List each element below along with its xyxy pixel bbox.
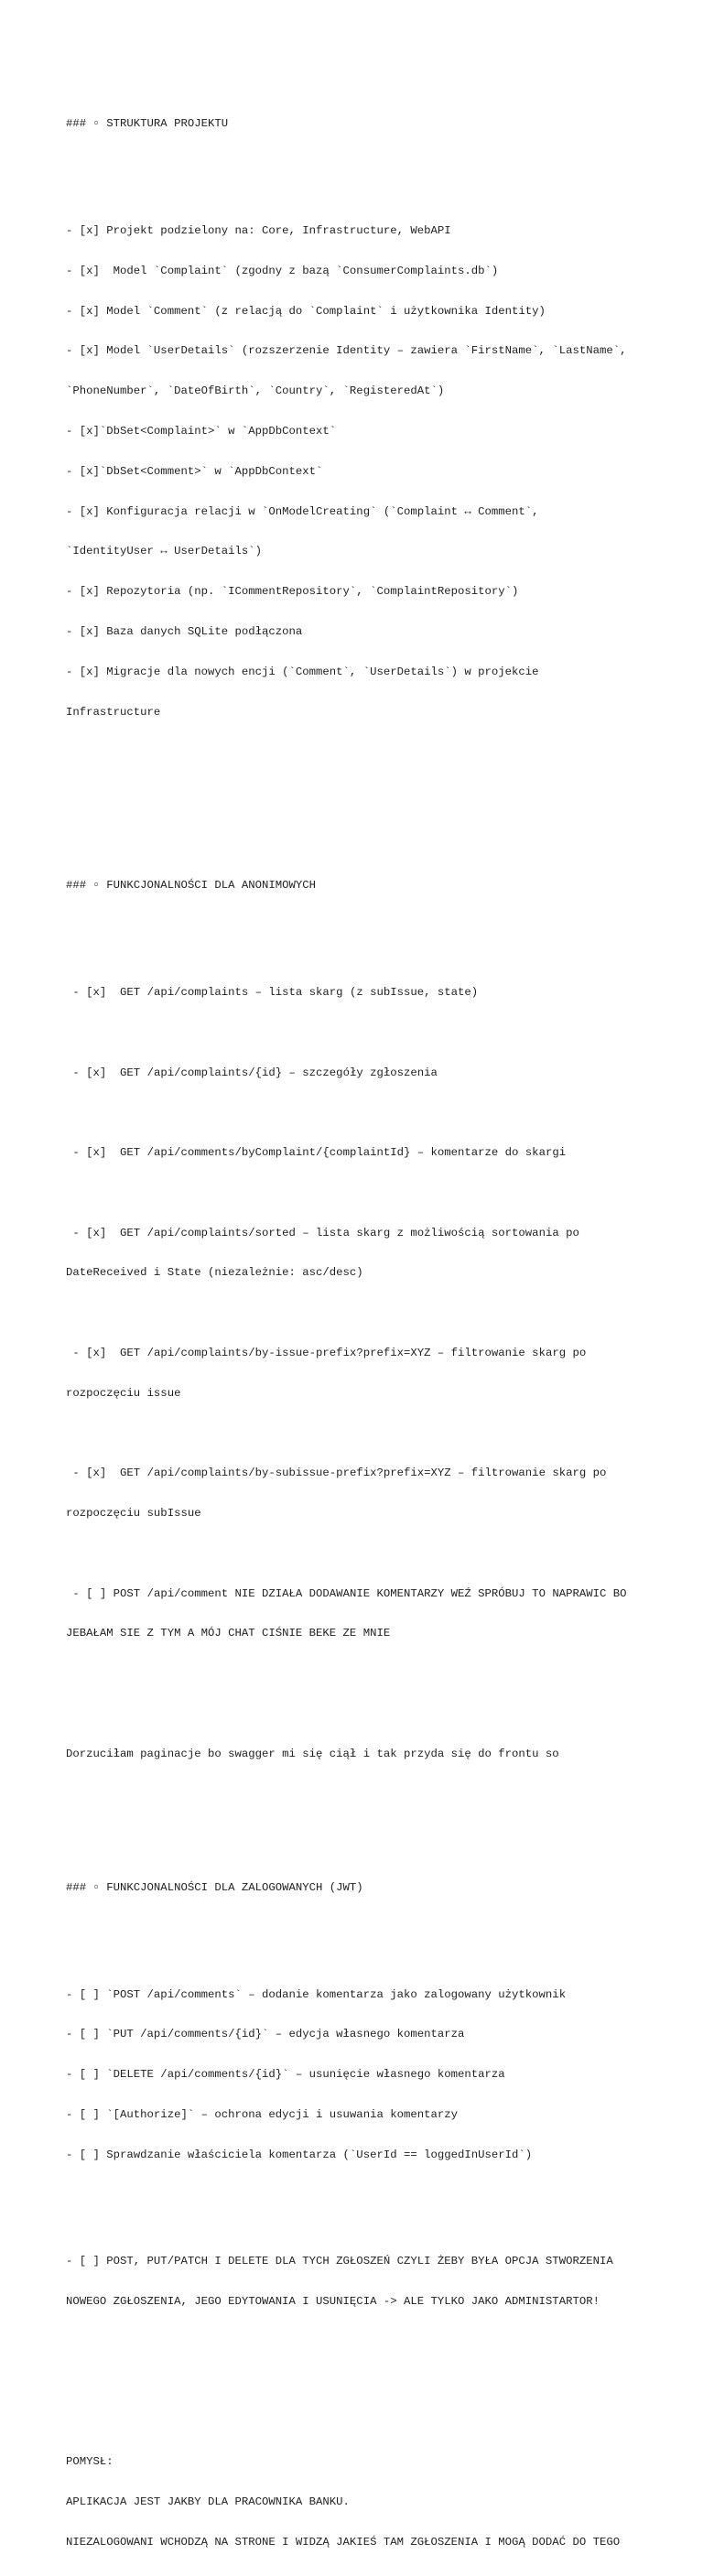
checklist-item: - [ ] Sprawdzanie właściciela komentarza (`UserId == loggedInUserId`) — [66, 2148, 533, 2161]
checklist-item: - [ ] POST /api/comment NIE DZIAŁA DODAWANIE KOMENTARZY WEŹ SPRÓBUJ TO NAPRAWIC BO — [66, 1586, 627, 1600]
checklist-item: - [x] Konfiguracja relacji w `OnModelCreating` (`Complaint ↔ Comment`, — [66, 504, 539, 518]
checklist-item: - [x] GET /api/complaints/by-issue-prefix?prefix=XYZ – filtrowanie skarg po — [66, 1347, 587, 1360]
checklist-item: - [x]`DbSet<Complaint>` w `AppDbContext` — [66, 425, 337, 438]
section-heading-anonimowi: ### ▫ FUNKCJONALNOŚCI DLA ANONIMOWYCH — [66, 879, 317, 893]
pagination-note: Dorzuciłam paginacje bo swagger mi się ciął i tak przyda się do frontu so — [66, 1747, 559, 1760]
checklist-item: - [x] Baza danych SQLite podłączona — [66, 624, 303, 638]
checklist-item: - [ ] `PUT /api/comments/{id}` – edycja własnego komentarza — [66, 2028, 465, 2041]
section-heading-struktura: ### ▫ STRUKTURA PROJEKTU — [66, 117, 229, 131]
struktura-checklist — [66, 198, 652, 745]
checklist-item: - [x] GET /api/complaints/{id} – szczegóły zgłoszenia — [66, 1066, 438, 1079]
idea-heading: POMYSŁ: — [66, 2455, 114, 2469]
checklist-item-continuation: rozpoczęciu subIssue — [66, 1507, 201, 1521]
checklist-item-continuation: rozpoczęciu issue — [66, 1386, 181, 1400]
admin-checklist-item: - [ ] POST, PUT/PATCH I DELETE DLA TYCH ZGŁOSZEŃ CZYLI ŻEBY BYŁA OPCJA STWORZENIA — [66, 2255, 613, 2268]
idea-line: NIEZALOGOWANI WCHODZĄ NA STRONE I WIDZĄ JAKIEŚ TAM ZGŁOSZENIA I MOGĄ DODAĆ DO TEGO — [66, 2535, 621, 2549]
checklist-item: - [x]`DbSet<Comment>` w `AppDbContext` — [66, 464, 323, 478]
checklist-item: - [x] Model `UserDetails` (rozszerzenie Identity – zawiera `FirstName`, `LastName`, — [66, 344, 627, 358]
checklist-item: - [ ] `[Authorize]` – ochrona edycji i usuwania komentarzy — [66, 2107, 459, 2121]
checklist-item: - [x] GET /api/complaints/by-subissue-prefix?prefix=XYZ – filtrowanie skarg po — [66, 1467, 607, 1480]
checklist-item: - [x] GET /api/complaints – lista skarg (z subIssue, state) — [66, 985, 479, 999]
checklist-item: - [x] Projekt podzielony na: Core, Infrastructure, WebAPI — [66, 224, 451, 238]
checklist-item-continuation: JEBAŁAM SIE Z TYM A MÓJ CHAT CIŚNIE BEKE ZE MNIE — [66, 1627, 391, 1640]
section-heading-zalogowani: ### ▫ FUNKCJONALNOŚCI DLA ZALOGOWANYCH (JWT) — [66, 1880, 363, 1894]
checklist-item-continuation: DateReceived i State (niezależnie: asc/desc) — [66, 1266, 363, 1280]
checklist-item-continuation: Infrastructure — [66, 705, 161, 719]
checklist-item: - [ ] `DELETE /api/comments/{id}` – usunięcie własnego komentarza — [66, 2068, 505, 2082]
document-page — [66, 64, 652, 2576]
checklist-item: - [x] Repozytoria (np. `ICommentRepository`, `ComplaintRepository`) — [66, 585, 519, 599]
checklist-item: - [x] Migracje dla nowych encji (`Comment`, `UserDetails`) w projekcie — [66, 665, 539, 678]
admin-checklist-item-continuation: NOWEGO ZGŁOSZENIA, JEGO EDYTOWANIA I USUNIĘCIA -> ALE TYLKO JAKO ADMINISTARTOR! — [66, 2295, 600, 2309]
checklist-item: - [x] GET /api/complaints/sorted – lista skarg z możliwością sortowania po — [66, 1226, 579, 1239]
checklist-item: - [ ] `POST /api/comments` – dodanie komentarza jako zalogowany użytkownik — [66, 1987, 567, 2001]
checklist-item: - [x] Model `Comment` (z relacją do `Complaint` i użytkownika Identity) — [66, 304, 546, 318]
checklist-item-continuation: `IdentityUser ↔ UserDetails`) — [66, 545, 263, 558]
zalogowani-checklist — [66, 1961, 652, 2188]
checklist-item-continuation: `PhoneNumber`, `DateOfBirth`, `Country`, `RegisteredAt`) — [66, 384, 445, 398]
anonimowi-checklist — [66, 959, 652, 1667]
idea-line: APLIKACJA JEST JAKBY DLA PRACOWNIKA BANKU. — [66, 2495, 350, 2509]
checklist-item: - [x] Model `Complaint` (zgodny z bazą `ConsumerComplaints.db`) — [66, 264, 499, 277]
checklist-item: - [x] GET /api/comments/byComplaint/{complaintId} – komentarze do skargi — [66, 1146, 567, 1160]
